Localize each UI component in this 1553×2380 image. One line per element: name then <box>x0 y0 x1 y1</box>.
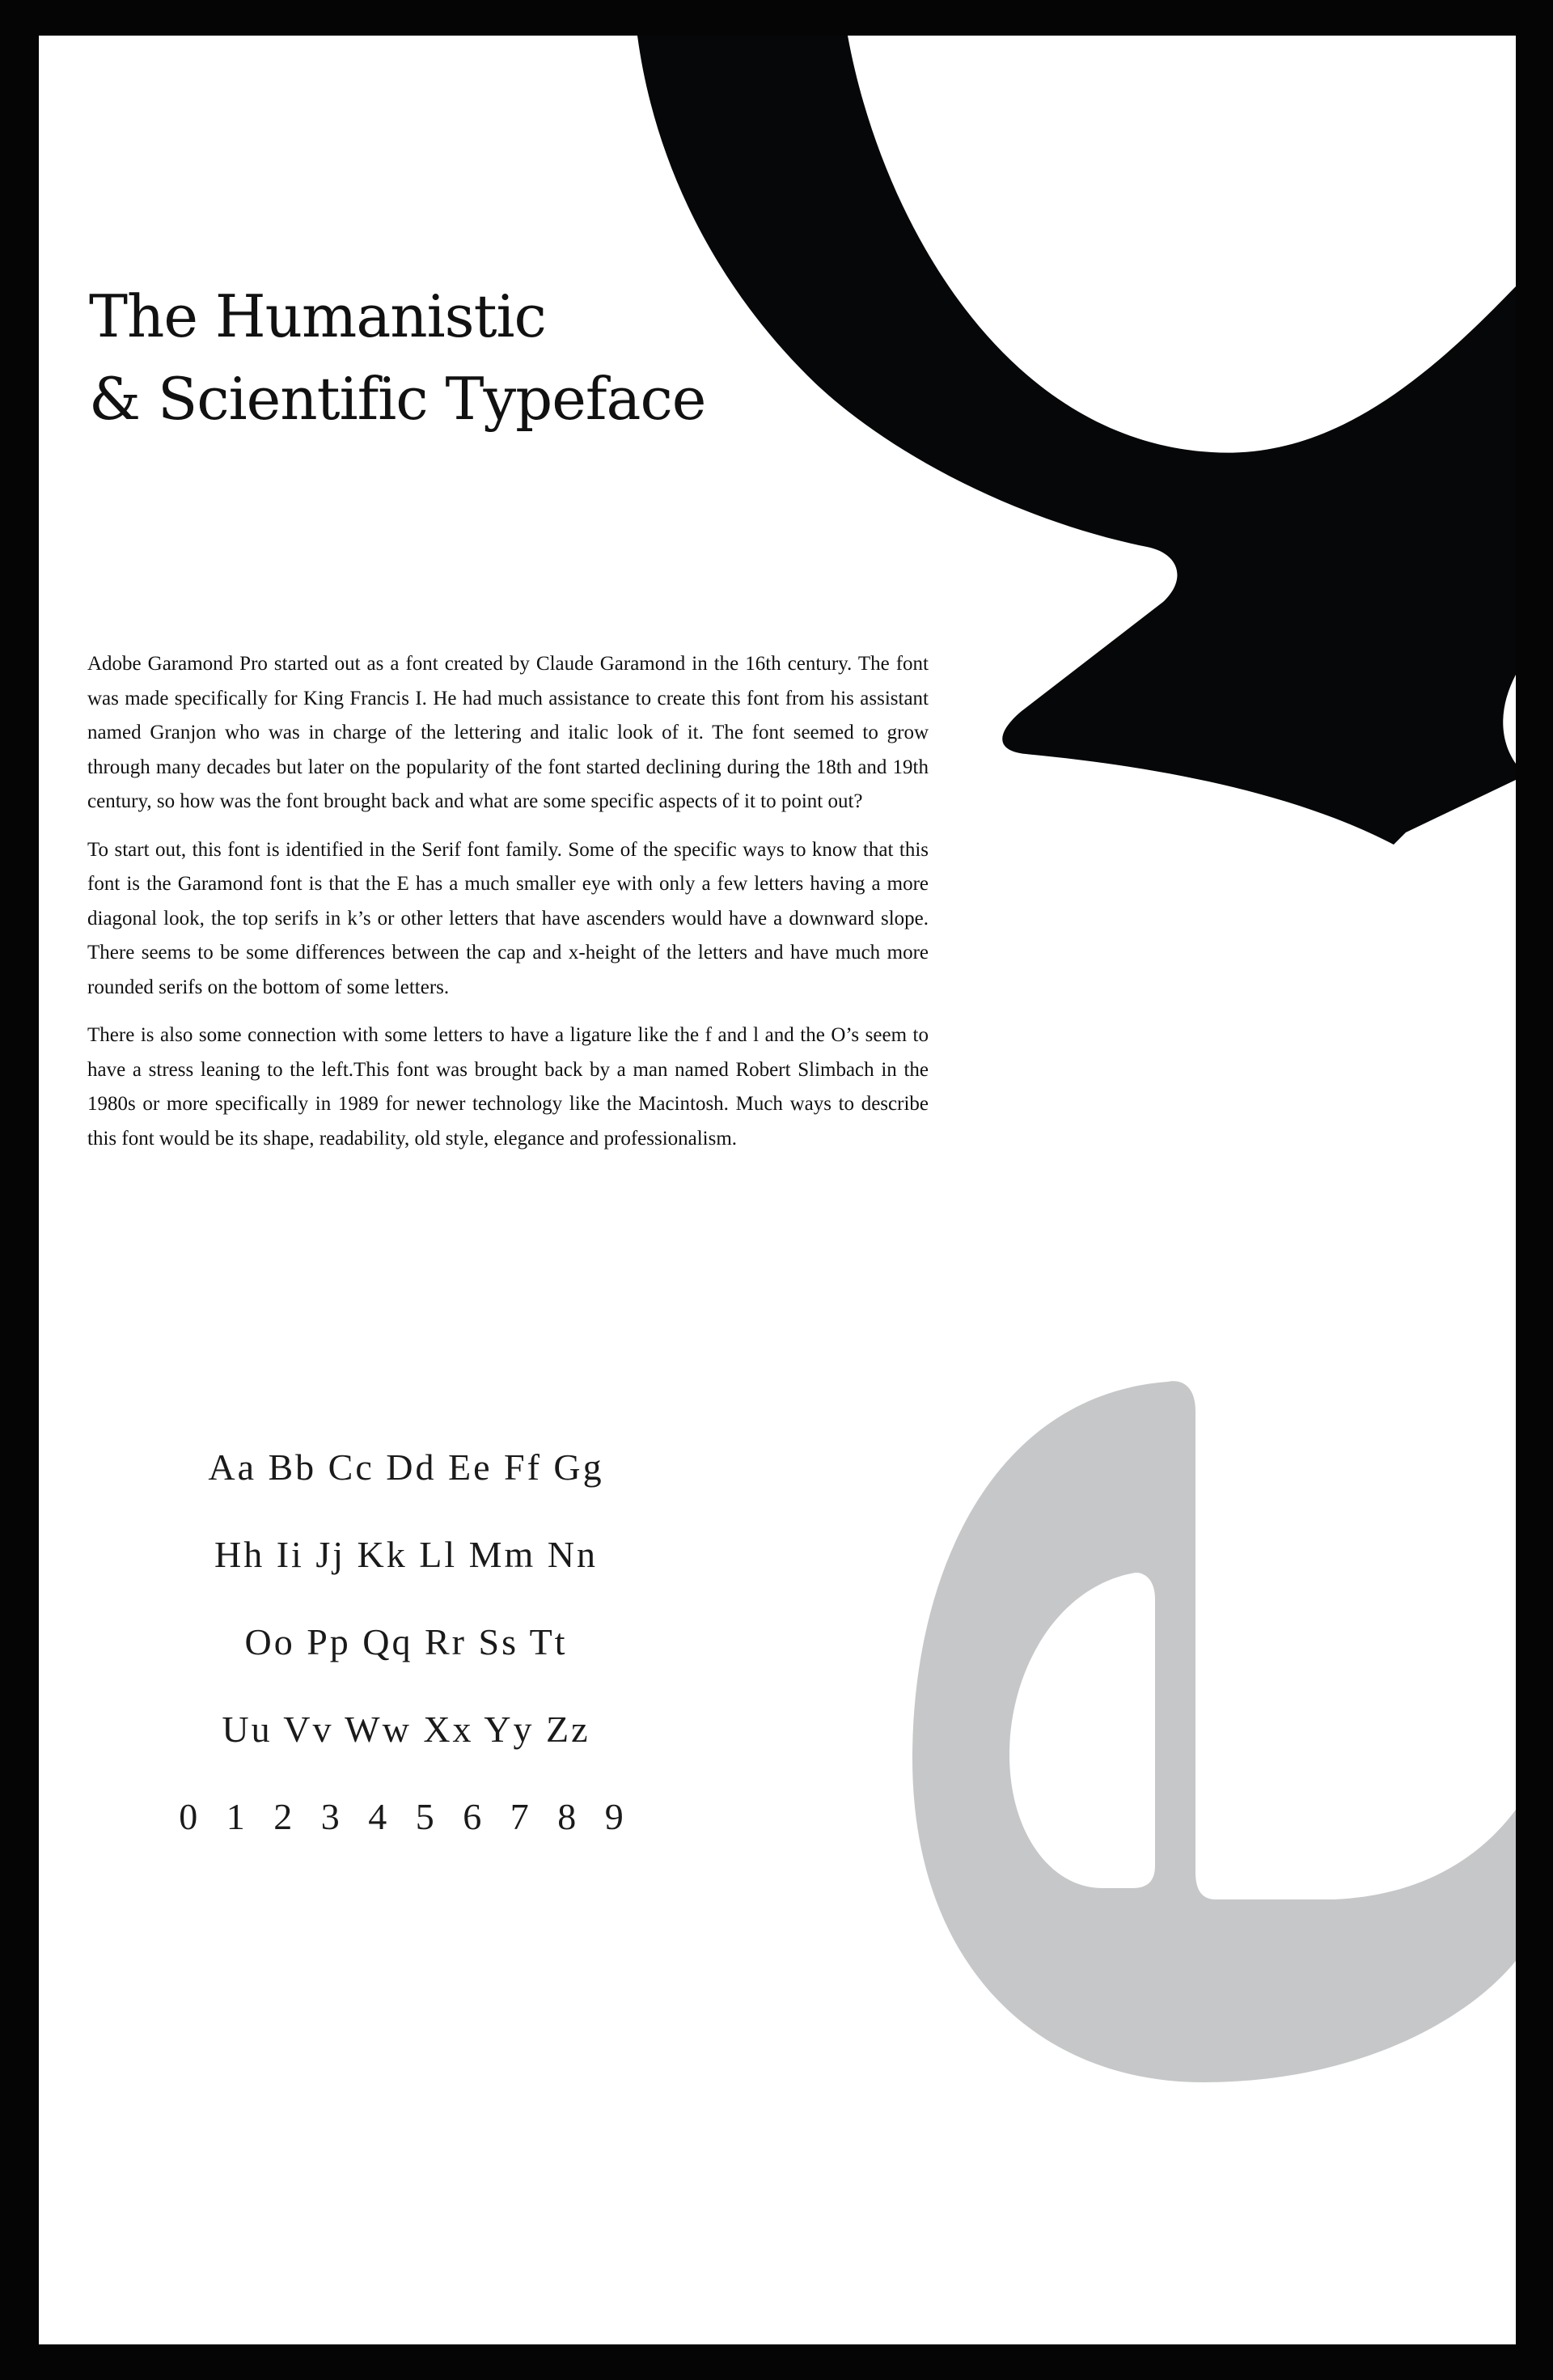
body-copy <box>87 647 929 1170</box>
large-gray-letter-e-graphic <box>912 1381 1516 2082</box>
specimen-row-a-g: Aa Bb Cc Dd Ee Ff Gg <box>208 1446 604 1488</box>
specimen-row-digits: 0 1 2 3 4 5 6 7 8 9 <box>179 1796 633 1837</box>
specimen-row-u-z: Uu Vv Ww Xx Yy Zz <box>222 1709 590 1750</box>
type-specimen <box>163 1424 649 1861</box>
paragraph-characteristics: To start out, this font is identified in the Serif font family. Some of the specific ways to know that this font is the Garamond font is that the E has a much smaller eye with only a few letters having a more diagonal look, the top serifs in k’s or other letters that have ascenders would have a downward slope. There seems to be some differences between the cap and x-height of the letters and have much more rounded serifs on the bottom of some letters. <box>87 838 929 998</box>
paragraph-revival: There is also some connection with some letters to have a ligature like the f and l and the O’s seem to have a stress leaning to the left.This font was brought back by a man named Robert Slimbach in the 1980s or more specifically in 1989 for newer technology like the Macintosh. Much ways to describe this font would be its shape, readability, old style, elegance and professionalism. <box>87 1024 929 1150</box>
title-line-1: The Humanistic <box>89 282 546 350</box>
specimen-row-h-n: Hh Ii Jj Kk Ll Mm Nn <box>214 1534 598 1575</box>
page-title <box>89 275 705 440</box>
paragraph-history: Adobe Garamond Pro started out as a font created by Claude Garamond in the 16th century. The font was made specifically for King Francis I. He had much assistance to create this font from his assistant named Granjon who was in charge of the lettering and italic look of it. The font seemed to grow through many decades but later on the popularity of the font started declining during the 18th and 19th century, so how was the font brought back and what are some specific aspects of it to point out? <box>87 653 929 812</box>
poster-page <box>39 36 1516 2344</box>
title-line-2: & Scientific Typeface <box>89 365 706 433</box>
specimen-row-o-t: Oo Pp Qq Rr Ss Tt <box>244 1621 568 1662</box>
